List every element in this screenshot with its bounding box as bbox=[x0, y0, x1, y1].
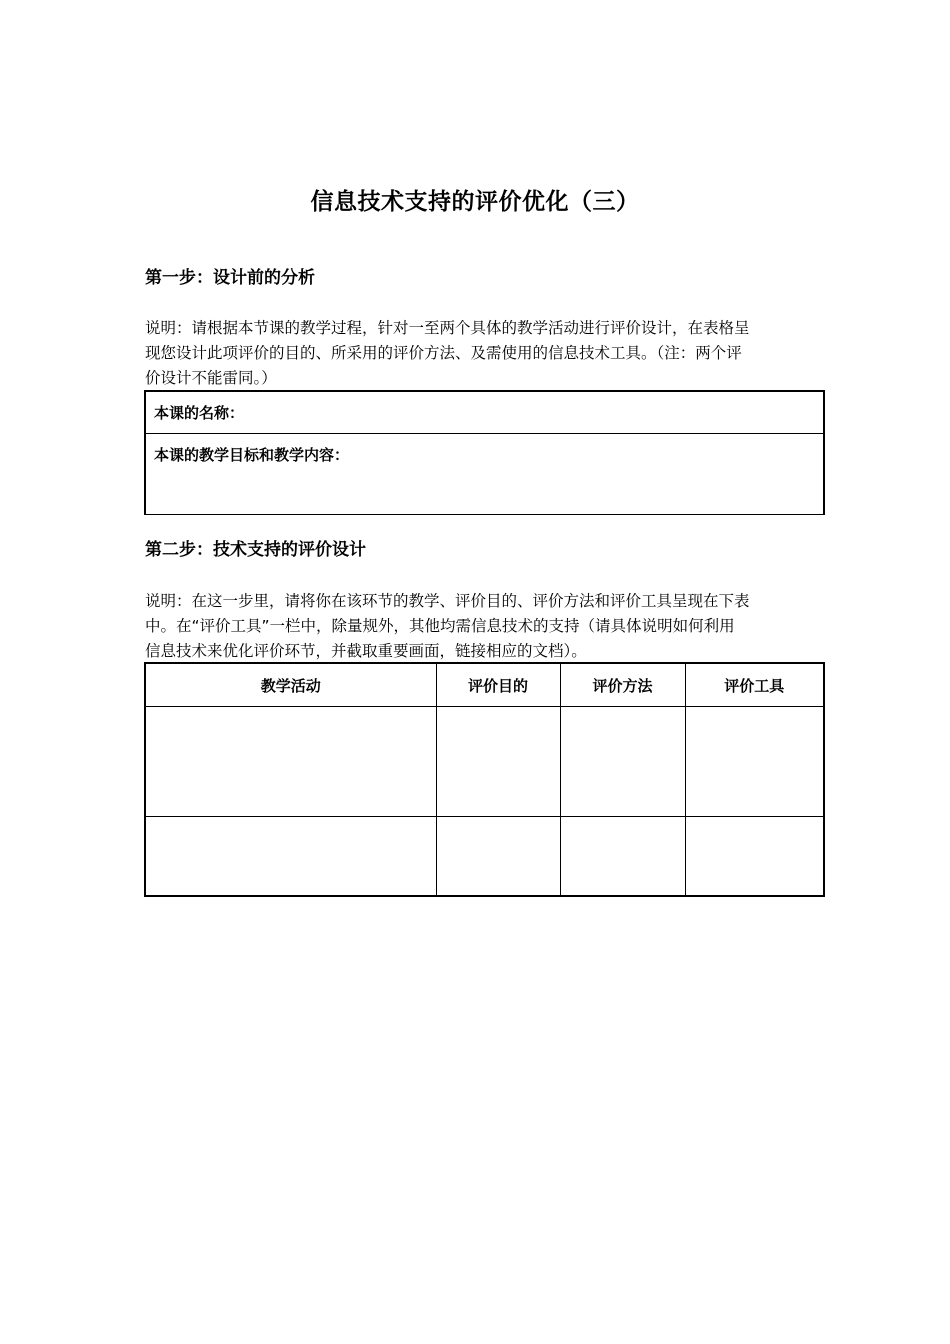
cell-teaching-activity[interactable] bbox=[145, 707, 436, 817]
header-evaluation-method: 评价方法 bbox=[560, 663, 685, 707]
cell-evaluation-method[interactable] bbox=[560, 817, 685, 897]
cell-evaluation-purpose[interactable] bbox=[436, 707, 560, 817]
step1-instruction-line: 说明：请根据本节课的教学过程，针对一至两个具体的教学活动进行评价设计，在表格呈 bbox=[145, 319, 750, 337]
lesson-goals-field[interactable] bbox=[146, 435, 823, 514]
cell-evaluation-tool[interactable] bbox=[685, 707, 824, 817]
page-title: 信息技术支持的评价优化（三） bbox=[310, 189, 640, 215]
header-teaching-activity: 教学活动 bbox=[145, 663, 436, 707]
step2-heading: 第二步：技术支持的评价设计 bbox=[145, 540, 366, 560]
cell-evaluation-purpose[interactable] bbox=[436, 817, 560, 897]
step1-instruction bbox=[145, 316, 810, 391]
cell-teaching-activity[interactable] bbox=[145, 817, 436, 897]
lesson-goals-label: 本课的教学目标和教学内容： bbox=[154, 446, 350, 464]
step2-instruction-line: 信息技术来优化评价环节，并截取重要画面，链接相应的文档）。 bbox=[145, 642, 587, 660]
header-evaluation-tool: 评价工具 bbox=[685, 663, 824, 707]
table-row bbox=[145, 817, 824, 897]
lesson-name-field[interactable] bbox=[146, 392, 823, 434]
lesson-name-label: 本课的名称： bbox=[154, 404, 245, 422]
table-row bbox=[145, 707, 824, 817]
step2-instruction-line: 中。在“评价工具”一栏中，除量规外，其他均需信息技术的支持（请具体说明如何利用 bbox=[145, 617, 735, 635]
step1-instruction-line: 价设计不能雷同。） bbox=[145, 369, 277, 387]
cell-evaluation-tool[interactable] bbox=[685, 817, 824, 897]
step2-instruction-line: 说明：在这一步里，请将你在该环节的教学、评价目的、评价方法和评价工具呈现在下表 bbox=[145, 592, 750, 610]
header-evaluation-purpose: 评价目的 bbox=[436, 663, 560, 707]
evaluation-design-table bbox=[144, 662, 825, 897]
step1-heading: 第一步：设计前的分析 bbox=[145, 268, 315, 288]
step1-instruction-line: 现您设计此项评价的目的、所采用的评价方法、及需使用的信息技术工具。（注：两个评 bbox=[145, 344, 742, 362]
table-header-row bbox=[145, 663, 824, 707]
lesson-info-box bbox=[144, 390, 825, 515]
step2-instruction bbox=[145, 589, 810, 664]
cell-evaluation-method[interactable] bbox=[560, 707, 685, 817]
